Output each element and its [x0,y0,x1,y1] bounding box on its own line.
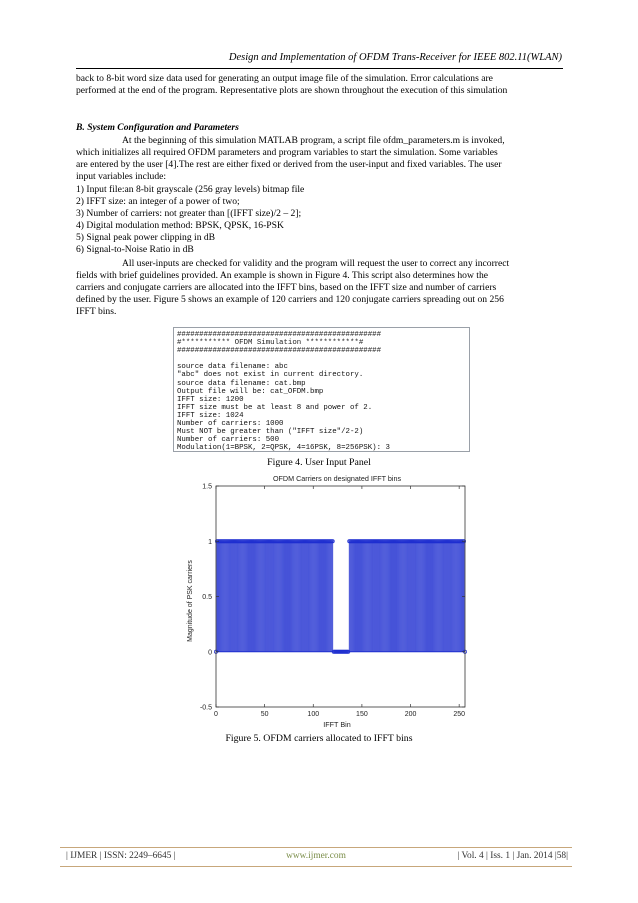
console-line: Number of carriers: 1000 [177,420,284,429]
x-tick-label: 200 [404,711,417,718]
y-tick-label: 1.5 [202,483,212,491]
y-tick-label: -0.5 [199,704,212,712]
paragraph-config [76,135,563,183]
footer-journal-info: | IJMER | ISSN: 2249–6645 | [66,851,176,861]
x-tick-label: 50 [260,711,269,718]
list-item: 3) Number of carriers: not greater than [(IFFT size)/2 – 2]; [76,208,302,219]
console-line [177,355,469,363]
console-line: source data filename: abc [177,363,288,372]
list-item: 1) Input file:an 8-bit grayscale (256 gray levels) bitmap file [76,184,305,195]
para-line: All user-inputs are checked for validity and the program will request the user to correct any incorrect [122,258,510,269]
console-line: Modulation(1=BPSK, 2=QPSK, 4=16PSK, 8=256PSK): 3 [177,444,390,452]
intro-line: back to 8-bit word size data used for generating an output image file of the simulation. Error calculations are [76,73,493,84]
intro-paragraph [76,73,563,97]
para-line: defined by the user. Figure 5 shows an example of 120 carriers and 120 conjugate carriers spreading out on 256 [76,294,504,305]
page-footer [60,847,572,867]
para-line: At the beginning of this simulation MATLAB program, a script file ofdm_parameters.m is invoked, [122,135,505,146]
para-line: are entered by the user [4].The rest are either fixed or derived from the user-input and fixed variables. The user [76,159,502,170]
footer-issue-info: | Vol. 4 | Iss. 1 | Jan. 2014 |58| [457,851,568,861]
running-header-title: Design and Implementation of OFDM Trans-Receiver for IEEE 802.11(WLAN) [228,52,562,63]
y-axis-label: Magnitude of PSK carriers [187,560,194,642]
para-line: fields with brief guidelines provided. An example is shown in Figure 4. This script also determines how the [76,270,489,281]
list-item: 5) Signal peak power clipping in dB [76,232,216,243]
section-heading: B. System Configuration and Parameters [76,122,239,133]
paragraph-validation [76,258,563,318]
console-line: source data filename: cat.bmp [177,379,306,388]
x-axis-label: IFFT Bin [323,720,351,728]
console-line: ############################################## [177,347,382,356]
list-item: 6) Signal-to-Noise Ratio in dB [76,244,194,255]
console-line: Output file will be: cat_OFDM.bmp [177,387,324,396]
ofdm-carriers-chart [180,470,470,728]
para-line: IFFT bins. [76,306,117,317]
input-variable-list [76,184,563,256]
y-tick-label: 0 [208,649,212,657]
console-line: ############################################## [177,331,382,339]
console-line: IFFT size: 1024 [177,411,244,420]
figure4-caption: Figure 4. User Input Panel [267,457,371,468]
y-tick-label: 0.5 [202,594,212,601]
list-item: 4) Digital modulation method: BPSK, QPSK, 16-PSK [76,220,284,231]
console-line: IFFT size: 1200 [177,395,244,404]
x-tick-label: 150 [356,711,368,718]
console-line: #*********** OFDM Simulation ************# [177,339,364,348]
console-line: IFFT size must be at least 8 and power of 2. [177,403,373,412]
intro-line: performed at the end of the program. Representative plots are shown throughout the execution of this simulation [76,85,508,96]
x-tick-label: 250 [453,711,466,718]
x-tick-label: 0 [214,711,218,718]
list-item: 2) IFFT size: an integer of a power of two; [76,196,240,207]
para-line: carriers and conjugate carriers are allocated into the IFFT bins, based on the IFFT size and number of carriers [76,282,497,293]
para-line: input variables include: [76,171,167,182]
console-line: Must NOT be greater than ("IFFT size"/2-2) [177,428,364,437]
x-tick-label: 100 [307,711,320,718]
header-rule [76,68,563,69]
user-input-console [173,327,470,452]
chart-title: OFDM Carriers on designated IFFT bins [272,474,402,483]
figure5-caption: Figure 5. OFDM carriers allocated to IFFT bins [225,733,413,744]
console-line: Number of carriers: 500 [177,436,280,445]
footer-website-link[interactable]: www.ijmer.com [286,851,346,861]
console-line: "abc" does not exist in current directory. [177,371,364,380]
para-line: which initializes all required OFDM parameters and program variables to start the simulation. Some variables [76,147,498,158]
y-tick-label: 1 [208,538,212,546]
